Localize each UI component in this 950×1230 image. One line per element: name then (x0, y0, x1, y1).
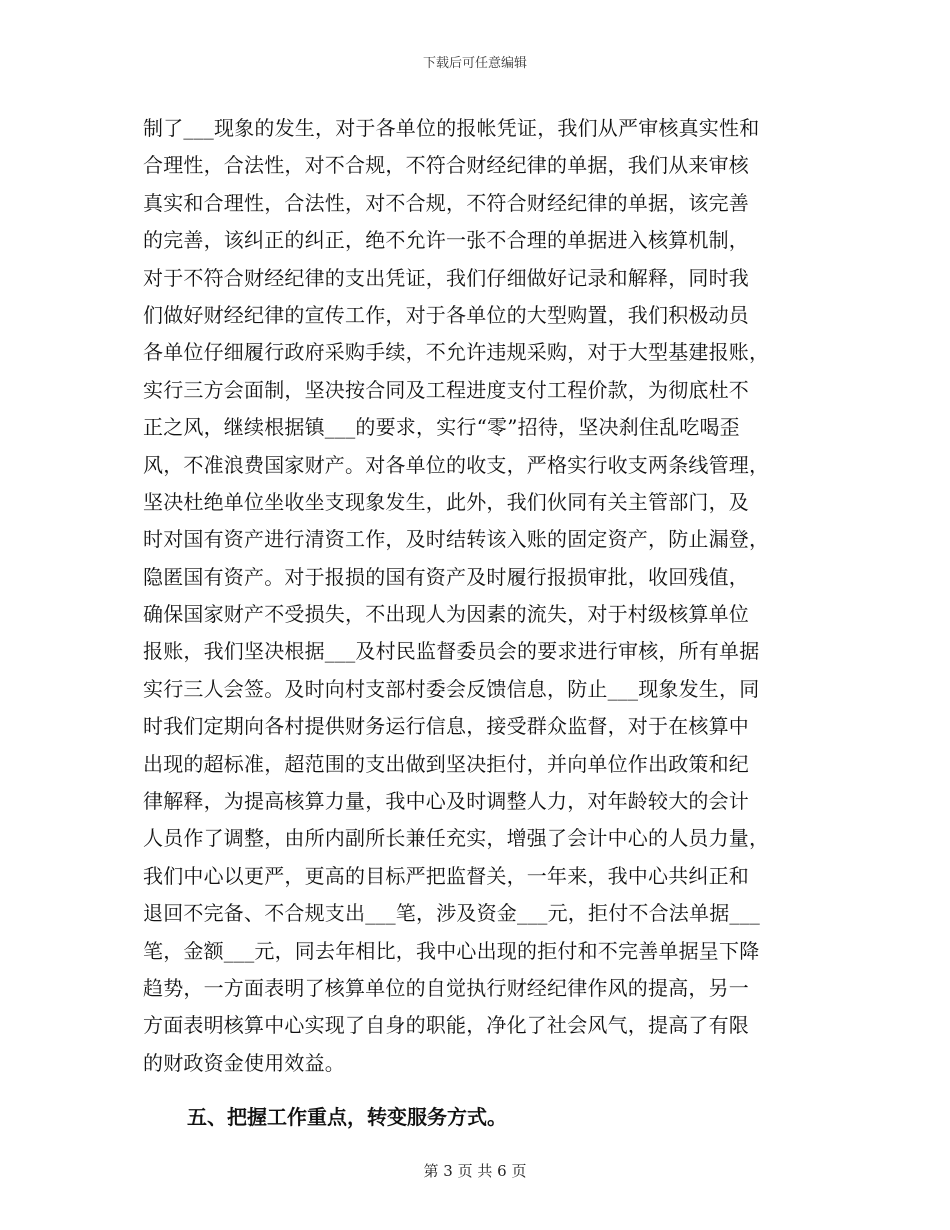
text-line: 们做好财经纪律的宣传工作，对于各单位的大型购置，我们积极动员 (143, 302, 749, 327)
text-line: 方面表明核算中心实现了自身的职能，净化了社会风气，提高了有限 (143, 1013, 749, 1038)
text-line: 对于不符合财经纪律的支出凭证，我们仔细做好记录和解释，同时我 (143, 265, 749, 290)
text-line: 律解释，为提高核算力量，我中心及时调整人力，对年龄较大的会计 (143, 789, 749, 814)
section-heading: 五、把握工作重点，转变服务方式。 (187, 1105, 507, 1129)
text-line: 实行三方会面制，坚决按合同及工程进度支付工程价款，为彻底杜不 (143, 377, 749, 402)
text-line: 人员作了调整，由所内副所长兼任充实，增强了会计中心的人员力量， (143, 826, 770, 851)
text-line: 退回不完备、不合规支出___笔，涉及资金___元，拒付不合法单据___ (143, 901, 760, 926)
text-line: 时对国有资产进行清资工作，及时结转该入账的固定资产，防止漏登， (143, 527, 770, 552)
text-line: 正之风，继续根据镇___的要求，实行“零”招待，坚决刹住乱吃喝歪 (143, 415, 740, 440)
text-line: 出现的超标准，超范围的支出做到坚决拒付，并向单位作出政策和纪 (143, 751, 749, 776)
page-footer: 第 3 页 共 6 页 (423, 1162, 527, 1180)
text-line: 制了___现象的发生，对于各单位的报帐凭证，我们从严审核真实性和 (143, 116, 760, 140)
text-line: 笔，金额___元，同去年相比，我中心出现的拒付和不完善单据呈下降 (143, 938, 760, 963)
text-line: 时我们定期向各村提供财务运行信息，接受群众监督，对于在核算中 (143, 714, 749, 739)
page-header: 下载后可任意编辑 (422, 56, 527, 71)
text-line: 我们中心以更严，更高的目标严把监督关，一年来，我中心共纠正和 (143, 863, 749, 888)
text-line: 实行三人会签。及时向村支部村委会反馈信息，防止___现象发生，同 (143, 676, 760, 701)
text-line: 的财政资金使用效益。 (143, 1050, 345, 1075)
text-line: 真实和合理性，合法性，对不合规，不符合财经纪律的单据，该完善 (143, 190, 749, 215)
text-line: 各单位仔细履行政府采购手续，不允许违规采购，对于大型基建报账， (143, 340, 770, 365)
text-line: 风，不准浪费国家财产。对各单位的收支，严格实行收支两条线管理， (143, 452, 770, 477)
text-line: 确保国家财产不受损失，不出现人为因素的流失，对于村级核算单位 (143, 602, 749, 627)
text-line: 合理性，合法性，对不合规，不符合财经纪律的单据，我们从来审核 (143, 153, 749, 178)
body-paragraph (143, 110, 833, 1082)
text-line: 趋势，一方面表明了核算单位的自觉执行财经纪律作风的提高，另一 (143, 975, 749, 1000)
text-line: 的完善，该纠正的纠正，绝不允许一张不合理的单据进入核算机制， (143, 228, 749, 253)
text-line: 隐匿国有资产。对于报损的国有资产及时履行报损审批，收回残值， (143, 564, 749, 589)
text-line: 坚决杜绝单位坐收坐支现象发生，此外，我们伙同有关主管部门，及 (143, 489, 749, 514)
text-line: 报账，我们坚决根据___及村民监督委员会的要求进行审核，所有单据 (143, 639, 760, 664)
